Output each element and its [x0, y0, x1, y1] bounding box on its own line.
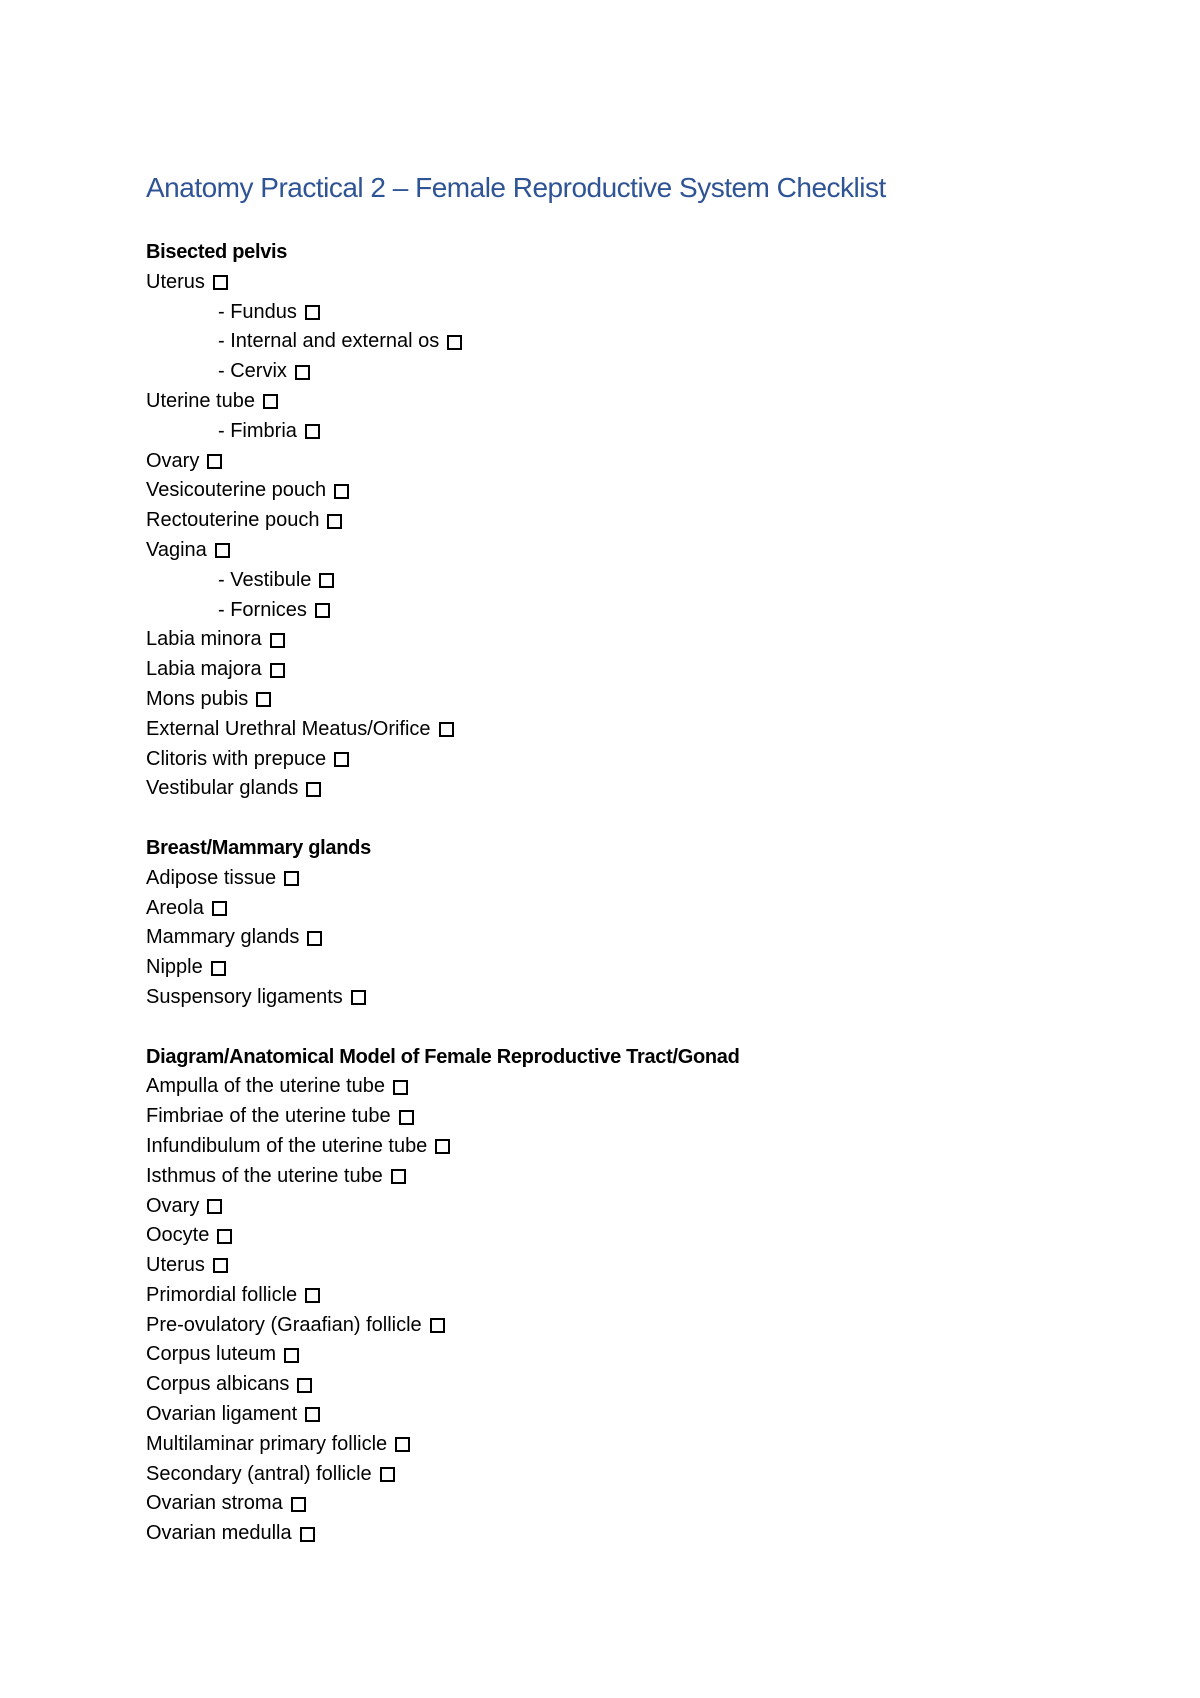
checkbox-icon[interactable] [284, 871, 299, 886]
checklist-item [146, 745, 1146, 775]
checklist-item [146, 983, 1146, 1013]
item-label: - Internal and external os [218, 330, 440, 353]
item-label: Isthmus of the uterine tube [146, 1164, 383, 1187]
checkbox-icon[interactable] [334, 752, 349, 767]
item-label: Uterus [146, 270, 205, 293]
checkbox-icon[interactable] [295, 365, 310, 380]
checklist-item [146, 894, 1146, 924]
item-label: Corpus luteum [146, 1343, 277, 1366]
item-label: Fimbriae of the uterine tube [146, 1105, 391, 1128]
checklist-item [146, 953, 1146, 983]
checkbox-icon[interactable] [211, 961, 226, 976]
item-label: Clitoris with prepuce [146, 747, 327, 770]
checkbox-icon[interactable] [391, 1169, 406, 1184]
checklist-item [146, 1340, 1146, 1370]
document-title: Anatomy Practical 2 – Female Reproductive System Checklist [146, 172, 886, 203]
checkbox-icon[interactable] [212, 901, 227, 916]
checklist-subitem [146, 566, 1146, 596]
checkbox-icon[interactable] [393, 1080, 408, 1095]
item-label: Secondary (antral) follicle [146, 1462, 372, 1485]
item-label: Rectouterine pouch [146, 509, 320, 532]
checklist-section [146, 834, 1146, 1013]
item-label: - Vestibule [218, 568, 312, 591]
item-label: Multilaminar primary follicle [146, 1432, 388, 1455]
item-label: Uterus [146, 1254, 205, 1277]
item-label: Vagina [146, 538, 207, 561]
checkbox-icon[interactable] [305, 305, 320, 320]
checkbox-icon[interactable] [207, 1199, 222, 1214]
section-heading: Breast/Mammary glands [146, 836, 371, 859]
section-heading: Diagram/Anatomical Model of Female Reproductive Tract/Gonad [146, 1045, 740, 1068]
checklist-subitem [146, 596, 1146, 626]
checklist-item [146, 1489, 1146, 1519]
item-label: Ampulla of the uterine tube [146, 1075, 386, 1098]
item-label: - Cervix [218, 360, 287, 383]
checkbox-icon[interactable] [315, 603, 330, 618]
checkbox-icon[interactable] [305, 424, 320, 439]
checklist-subitem [146, 357, 1146, 387]
checklist-item [146, 1281, 1146, 1311]
item-label: Pre-ovulatory (Graafian) follicle [146, 1313, 422, 1336]
item-label: Labia minora [146, 628, 262, 651]
checkbox-icon[interactable] [215, 543, 230, 558]
item-label: - Fornices [218, 598, 307, 621]
checklist-item [146, 923, 1146, 953]
checkbox-icon[interactable] [270, 633, 285, 648]
item-label: Mammary glands [146, 926, 300, 949]
item-label: Ovary [146, 1194, 200, 1217]
checklist-item [146, 1460, 1146, 1490]
checklist-subitem [146, 298, 1146, 328]
checklist-item [146, 1400, 1146, 1430]
item-label: Areola [146, 896, 204, 919]
item-label: Ovary [146, 449, 200, 472]
checkbox-icon[interactable] [300, 1527, 315, 1542]
checklist-item [146, 536, 1146, 566]
checklist-item [146, 1162, 1146, 1192]
checklist-item [146, 447, 1146, 477]
checkbox-icon[interactable] [270, 663, 285, 678]
checklist-item [146, 685, 1146, 715]
item-label: Suspensory ligaments [146, 985, 343, 1008]
checklist-item [146, 387, 1146, 417]
checklist-item [146, 655, 1146, 685]
item-label: Corpus albicans [146, 1373, 290, 1396]
checklist-item [146, 1072, 1146, 1102]
checkbox-icon[interactable] [305, 1407, 320, 1422]
checklist-item [146, 1519, 1146, 1549]
checkbox-icon[interactable] [213, 275, 228, 290]
checkbox-icon[interactable] [380, 1467, 395, 1482]
checklist-item [146, 1192, 1146, 1222]
checkbox-icon[interactable] [319, 573, 334, 588]
checklist-item [146, 1132, 1146, 1162]
checklist-item [146, 268, 1146, 298]
checklist-item [146, 1251, 1146, 1281]
checklist-item [146, 774, 1146, 804]
checkbox-icon[interactable] [395, 1437, 410, 1452]
checklist-section [146, 1043, 1146, 1550]
checkbox-icon[interactable] [256, 692, 271, 707]
checklist-item [146, 1311, 1146, 1341]
checkbox-icon[interactable] [430, 1318, 445, 1333]
checklist-item [146, 506, 1146, 536]
checkbox-icon[interactable] [399, 1110, 414, 1125]
checkbox-icon[interactable] [306, 782, 321, 797]
item-label: Mons pubis [146, 687, 249, 710]
checklist-item [146, 1370, 1146, 1400]
item-label: Ovarian stroma [146, 1492, 283, 1515]
checklist-item [146, 476, 1146, 506]
checklist-subitem [146, 417, 1146, 447]
checkbox-icon[interactable] [327, 514, 342, 529]
item-label: Oocyte [146, 1224, 210, 1247]
checklist-item [146, 1430, 1146, 1460]
item-label: Vestibular glands [146, 777, 299, 800]
checklist-item [146, 864, 1146, 894]
item-label: Labia majora [146, 658, 262, 681]
checklist-section [146, 238, 1146, 804]
checkbox-icon[interactable] [439, 722, 454, 737]
item-label: Uterine tube [146, 389, 255, 412]
checkbox-icon[interactable] [307, 931, 322, 946]
checkbox-icon[interactable] [207, 454, 222, 469]
checkbox-icon[interactable] [435, 1139, 450, 1154]
checkbox-icon[interactable] [213, 1258, 228, 1273]
item-label: Primordial follicle [146, 1283, 298, 1306]
section-heading: Bisected pelvis [146, 241, 288, 263]
item-label: Adipose tissue [146, 866, 277, 889]
checklist-item [146, 1102, 1146, 1132]
checklist-sections [146, 238, 1146, 1579]
checkbox-icon[interactable] [447, 335, 462, 350]
checkbox-icon[interactable] [291, 1497, 306, 1512]
item-label: Nipple [146, 956, 203, 979]
item-label: Vesicouterine pouch [146, 479, 327, 502]
item-label: Ovarian ligament [146, 1403, 298, 1426]
item-label: External Urethral Meatus/Orifice [146, 717, 431, 740]
checkbox-icon[interactable] [351, 990, 366, 1005]
checkbox-icon[interactable] [284, 1348, 299, 1363]
checklist-subitem [146, 327, 1146, 357]
checkbox-icon[interactable] [217, 1229, 232, 1244]
checklist-item [146, 1221, 1146, 1251]
checkbox-icon[interactable] [297, 1378, 312, 1393]
item-label: - Fundus [218, 300, 297, 323]
item-label: - Fimbria [218, 419, 297, 442]
checkbox-icon[interactable] [305, 1288, 320, 1303]
checkbox-icon[interactable] [263, 394, 278, 409]
item-label: Ovarian medulla [146, 1522, 292, 1545]
checkbox-icon[interactable] [334, 484, 349, 499]
item-label: Infundibulum of the uterine tube [146, 1134, 428, 1157]
checklist-item [146, 625, 1146, 655]
checklist-item [146, 715, 1146, 745]
